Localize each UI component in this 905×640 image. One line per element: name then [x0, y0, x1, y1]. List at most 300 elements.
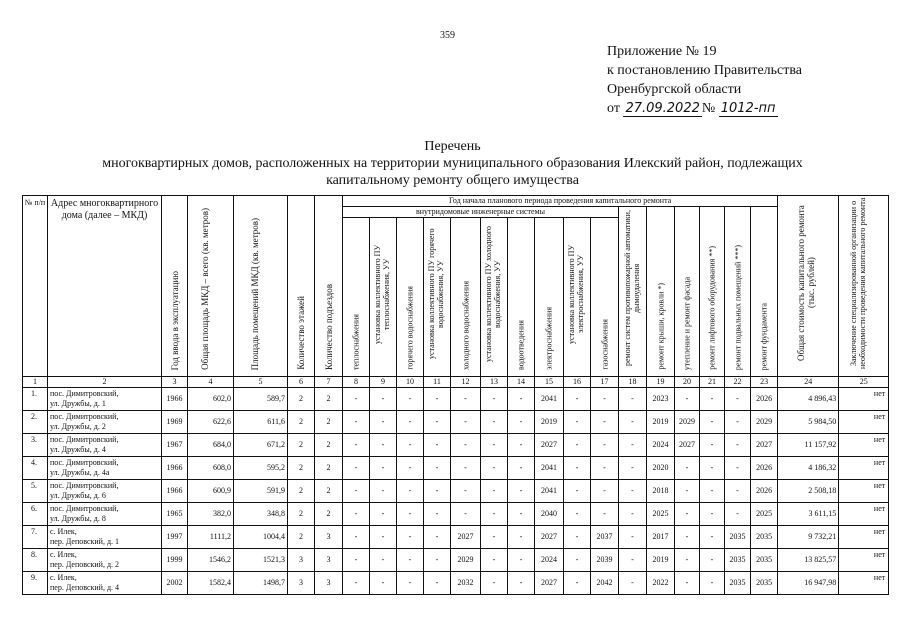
cell-col-16: -: [564, 388, 591, 411]
address-line-2: пер. Деповский, д. 1: [50, 537, 120, 546]
column-number: 12: [451, 377, 481, 388]
cell-col-14: -: [508, 388, 535, 411]
cell-col-9: -: [370, 526, 397, 549]
cell-col-20: -: [675, 572, 700, 595]
cell-col-20: -: [675, 388, 700, 411]
appendix-date: 27.09.2022: [625, 101, 700, 116]
cell-col-3: 1966: [162, 388, 188, 411]
cell-col-22: -: [725, 457, 751, 480]
cell-col-4: 602,0: [188, 388, 234, 411]
cell-col-17: -: [591, 457, 619, 480]
cell-col-16: -: [564, 434, 591, 457]
cell-col-8: -: [343, 549, 370, 572]
cell-col-8: -: [343, 457, 370, 480]
column-number: 2: [48, 377, 162, 388]
cell-col-24: 3 611,15: [778, 503, 839, 526]
cell-col-20: -: [675, 503, 700, 526]
cell-col-25: нет: [839, 457, 889, 480]
header-system-0: теплоснабжения: [343, 218, 370, 377]
cell-col-23: 2035: [751, 572, 778, 595]
column-number: 20: [675, 377, 700, 388]
cell-col-15: 2040: [535, 503, 564, 526]
cell-col-6: 2: [288, 411, 315, 434]
row-address: [48, 434, 162, 457]
cell-col-14: -: [508, 457, 535, 480]
cell-col-17: -: [591, 411, 619, 434]
cell-col-4: 684,0: [188, 434, 234, 457]
cell-col-19: 2019: [647, 411, 675, 434]
cell-col-3: 1967: [162, 434, 188, 457]
cell-col-14: -: [508, 411, 535, 434]
cell-col-18: -: [619, 526, 647, 549]
cell-col-22: -: [725, 434, 751, 457]
cell-col-3: 1997: [162, 526, 188, 549]
cell-col-24: 4 186,32: [778, 457, 839, 480]
row-address: [48, 549, 162, 572]
column-number: 23: [751, 377, 778, 388]
cell-col-14: -: [508, 480, 535, 503]
cell-col-19: 2025: [647, 503, 675, 526]
address-line-1: пос. Димитровский,: [50, 504, 119, 513]
cell-col-5: 348,8: [234, 503, 288, 526]
buildings-table: [22, 195, 889, 595]
header-fire-systems: ремонт систем противопожарной автоматики, дымоудаления: [619, 207, 647, 377]
appendix-prefix: от: [607, 101, 620, 116]
cell-col-19: 2024: [647, 434, 675, 457]
cell-col-5: 611,6: [234, 411, 288, 434]
cell-col-19: 2023: [647, 388, 675, 411]
cell-col-3: 1999: [162, 549, 188, 572]
address-line-2: ул. Дружбы, д. 6: [50, 491, 106, 500]
table-row: [23, 411, 889, 434]
cell-col-18: -: [619, 411, 647, 434]
header-year-built: Год ввода в эксплуатацию: [162, 196, 188, 377]
cell-col-24: 2 508,18: [778, 480, 839, 503]
address-line-1: пос. Димитровский,: [50, 435, 119, 444]
row-number: 8.: [23, 549, 48, 572]
cell-col-13: -: [481, 572, 508, 595]
cell-col-4: 382,0: [188, 503, 234, 526]
row-address: [48, 526, 162, 549]
cell-col-7: 3: [315, 572, 343, 595]
row-number: 9.: [23, 572, 48, 595]
cell-col-20: 2029: [675, 411, 700, 434]
address-line-1: пос. Димитровский,: [50, 412, 119, 421]
cell-col-25: нет: [839, 411, 889, 434]
cell-col-10: -: [397, 503, 424, 526]
cell-col-7: 2: [315, 388, 343, 411]
cell-col-5: 589,7: [234, 388, 288, 411]
row-address: [48, 411, 162, 434]
column-number: 3: [162, 377, 188, 388]
cell-col-9: -: [370, 434, 397, 457]
address-line-2: ул. Дружбы, д. 2: [50, 422, 106, 431]
address-line-1: с. Илек,: [50, 550, 77, 559]
cell-col-10: -: [397, 572, 424, 595]
address-line-2: ул. Дружбы, д. 8: [50, 514, 106, 523]
cell-col-15: 2027: [535, 572, 564, 595]
cell-col-12: -: [451, 388, 481, 411]
cell-col-22: 2035: [725, 549, 751, 572]
cell-col-23: 2026: [751, 457, 778, 480]
cell-col-18: -: [619, 388, 647, 411]
header-total-area: Общая площадь МКД – всего (кв. метров): [188, 196, 234, 377]
header-system-9: газоснабжения: [591, 218, 619, 377]
cell-col-21: -: [700, 526, 725, 549]
cell-col-24: 13 825,57: [778, 549, 839, 572]
header-system-5: установка коллективного ПУ холодного водоснабжения, УУ: [481, 218, 508, 377]
cell-col-6: 2: [288, 480, 315, 503]
cell-col-20: 2027: [675, 434, 700, 457]
cell-col-8: -: [343, 480, 370, 503]
cell-col-11: -: [424, 503, 451, 526]
header-system-6: водоотведения: [508, 218, 535, 377]
header-facade: утепление и ремонт фасада: [675, 207, 700, 377]
header-conclusion: Заключение специализированной организации о необходимости проведения капитального ремонта: [839, 196, 889, 377]
cell-col-17: -: [591, 480, 619, 503]
cell-col-12: 2029: [451, 549, 481, 572]
cell-col-8: -: [343, 434, 370, 457]
cell-col-16: -: [564, 572, 591, 595]
address-line-2: пер. Деповский, д. 4: [50, 583, 120, 592]
cell-col-17: -: [591, 388, 619, 411]
row-number: 5.: [23, 480, 48, 503]
cell-col-16: -: [564, 503, 591, 526]
cell-col-20: -: [675, 526, 700, 549]
cell-col-13: -: [481, 457, 508, 480]
cell-col-23: 2025: [751, 503, 778, 526]
cell-col-8: -: [343, 526, 370, 549]
cell-col-11: -: [424, 411, 451, 434]
header-basement: ремонт подвальных помещений ***): [725, 207, 751, 377]
cell-col-15: 2041: [535, 388, 564, 411]
cell-col-6: 3: [288, 549, 315, 572]
cell-col-23: 2035: [751, 549, 778, 572]
appendix-line-2: к постановлению Правительства: [607, 63, 803, 78]
cell-col-10: -: [397, 457, 424, 480]
cell-col-7: 2: [315, 457, 343, 480]
header-address: Адрес многоквартирного дома (далее – МКД): [48, 196, 162, 377]
cell-col-9: -: [370, 388, 397, 411]
row-address: [48, 572, 162, 595]
cell-col-24: 9 732,21: [778, 526, 839, 549]
header-system-1: установка коллективного ПУ теплоснабжения, УУ: [370, 218, 397, 377]
cell-col-6: 2: [288, 388, 315, 411]
cell-col-6: 2: [288, 434, 315, 457]
cell-col-23: 2029: [751, 411, 778, 434]
cell-col-16: -: [564, 411, 591, 434]
cell-col-4: 608,0: [188, 457, 234, 480]
cell-col-14: -: [508, 572, 535, 595]
appendix-number-sign: №: [701, 101, 716, 116]
header-floors: Количество этажей: [288, 196, 315, 377]
cell-col-5: 1004,4: [234, 526, 288, 549]
cell-col-19: 2018: [647, 480, 675, 503]
cell-col-16: -: [564, 526, 591, 549]
cell-col-23: 2026: [751, 480, 778, 503]
cell-col-7: 3: [315, 549, 343, 572]
column-number: 10: [397, 377, 424, 388]
title-line-2: многоквартирных домов, расположенных на территории муниципального образования Илекский район, подлежащих: [102, 156, 803, 171]
address-line-2: ул. Дружбы, д. 4а: [50, 468, 110, 477]
cell-col-17: 2037: [591, 526, 619, 549]
cell-col-8: -: [343, 572, 370, 595]
cell-col-22: 2035: [725, 526, 751, 549]
column-numbers-row: [23, 377, 889, 388]
cell-col-7: 2: [315, 480, 343, 503]
header-systems-group: внутридомовые инженерные системы: [343, 207, 619, 218]
cell-col-15: 2027: [535, 526, 564, 549]
cell-col-25: нет: [839, 526, 889, 549]
cell-col-6: 3: [288, 572, 315, 595]
cell-col-21: -: [700, 411, 725, 434]
cell-col-21: -: [700, 503, 725, 526]
cell-col-24: 16 947,98: [778, 572, 839, 595]
cell-col-12: -: [451, 503, 481, 526]
cell-col-9: -: [370, 457, 397, 480]
header-system-8: установка коллективного ПУ электроснабжения, УУ: [564, 218, 591, 377]
cell-col-4: 1546,2: [188, 549, 234, 572]
cell-col-11: -: [424, 480, 451, 503]
column-number: 4: [188, 377, 234, 388]
cell-col-6: 2: [288, 503, 315, 526]
cell-col-16: -: [564, 457, 591, 480]
cell-col-19: 2017: [647, 526, 675, 549]
cell-col-25: нет: [839, 503, 889, 526]
cell-col-21: -: [700, 457, 725, 480]
column-number: 13: [481, 377, 508, 388]
header-cost: Общая стоимость капитального ремонта (тыс. рублей): [778, 196, 839, 377]
header-no: № п/п: [23, 196, 48, 377]
cell-col-23: 2027: [751, 434, 778, 457]
cell-col-22: 2035: [725, 572, 751, 595]
row-address: [48, 503, 162, 526]
cell-col-14: -: [508, 526, 535, 549]
cell-col-8: -: [343, 411, 370, 434]
row-address: [48, 457, 162, 480]
cell-col-19: 2022: [647, 572, 675, 595]
column-number: 8: [343, 377, 370, 388]
cell-col-7: 2: [315, 503, 343, 526]
cell-col-25: нет: [839, 572, 889, 595]
page-number: 359: [440, 30, 455, 41]
cell-col-20: -: [675, 480, 700, 503]
header-entrances: Количество подъездов: [315, 196, 343, 377]
document-title: [0, 138, 905, 189]
cell-col-22: -: [725, 388, 751, 411]
cell-col-24: 11 157,92: [778, 434, 839, 457]
cell-col-4: 1111,2: [188, 526, 234, 549]
cell-col-11: -: [424, 526, 451, 549]
cell-col-11: -: [424, 549, 451, 572]
row-number: 6.: [23, 503, 48, 526]
cell-col-15: 2019: [535, 411, 564, 434]
cell-col-5: 591,9: [234, 480, 288, 503]
header-foundation: ремонт фундамента: [751, 207, 778, 377]
cell-col-10: -: [397, 549, 424, 572]
cell-col-9: -: [370, 572, 397, 595]
cell-col-10: -: [397, 388, 424, 411]
cell-col-14: -: [508, 503, 535, 526]
header-roof: ремонт крыши, кровли *): [647, 207, 675, 377]
cell-col-12: -: [451, 480, 481, 503]
table-row: [23, 388, 889, 411]
column-number: 16: [564, 377, 591, 388]
cell-col-5: 1521,3: [234, 549, 288, 572]
cell-col-15: 2027: [535, 434, 564, 457]
column-number: 19: [647, 377, 675, 388]
cell-col-17: 2042: [591, 572, 619, 595]
column-number: 15: [535, 377, 564, 388]
appendix-block: [607, 42, 802, 118]
row-number: 2.: [23, 411, 48, 434]
cell-col-15: 2041: [535, 457, 564, 480]
cell-col-18: -: [619, 503, 647, 526]
cell-col-21: -: [700, 434, 725, 457]
cell-col-18: -: [619, 549, 647, 572]
column-number: 24: [778, 377, 839, 388]
cell-col-22: -: [725, 503, 751, 526]
appendix-line-3: Оренбургской области: [607, 82, 742, 97]
cell-col-7: 2: [315, 434, 343, 457]
cell-col-13: -: [481, 480, 508, 503]
cell-col-11: -: [424, 572, 451, 595]
cell-col-24: 4 896,43: [778, 388, 839, 411]
table-row: [23, 572, 889, 595]
cell-col-3: 2002: [162, 572, 188, 595]
cell-col-9: -: [370, 411, 397, 434]
table-row: [23, 526, 889, 549]
table-row: [23, 549, 889, 572]
table-row: [23, 480, 889, 503]
cell-col-10: -: [397, 434, 424, 457]
cell-col-12: -: [451, 457, 481, 480]
address-line-2: ул. Дружбы, д. 4: [50, 445, 106, 454]
cell-col-18: -: [619, 434, 647, 457]
cell-col-4: 1582,4: [188, 572, 234, 595]
cell-col-12: 2032: [451, 572, 481, 595]
header-system-4: холодного водоснабжения: [451, 218, 481, 377]
cell-col-3: 1966: [162, 457, 188, 480]
header-period-group: Год начала планового периода проведения капитального ремонта: [343, 196, 778, 207]
cell-col-23: 2035: [751, 526, 778, 549]
cell-col-3: 1969: [162, 411, 188, 434]
cell-col-25: нет: [839, 434, 889, 457]
column-number: 7: [315, 377, 343, 388]
address-line-1: пос. Димитровский,: [50, 458, 119, 467]
cell-col-3: 1966: [162, 480, 188, 503]
column-number: 18: [619, 377, 647, 388]
cell-col-16: -: [564, 549, 591, 572]
header-system-7: электроснабжения: [535, 218, 564, 377]
cell-col-6: 2: [288, 526, 315, 549]
row-number: 3.: [23, 434, 48, 457]
cell-col-4: 622,6: [188, 411, 234, 434]
cell-col-20: -: [675, 549, 700, 572]
cell-col-9: -: [370, 549, 397, 572]
cell-col-13: -: [481, 388, 508, 411]
column-number: 14: [508, 377, 535, 388]
cell-col-25: нет: [839, 388, 889, 411]
table-row: [23, 457, 889, 480]
cell-col-15: 2024: [535, 549, 564, 572]
cell-col-24: 5 984,50: [778, 411, 839, 434]
cell-col-13: -: [481, 503, 508, 526]
column-number: 6: [288, 377, 315, 388]
cell-col-9: -: [370, 503, 397, 526]
appendix-line-1: Приложение № 19: [607, 44, 717, 59]
cell-col-6: 2: [288, 457, 315, 480]
cell-col-10: -: [397, 411, 424, 434]
address-line-1: пос. Димитровский,: [50, 389, 119, 398]
cell-col-4: 600,9: [188, 480, 234, 503]
cell-col-21: -: [700, 480, 725, 503]
cell-col-18: -: [619, 457, 647, 480]
cell-col-9: -: [370, 480, 397, 503]
appendix-number: 1012-пп: [720, 101, 776, 116]
cell-col-13: -: [481, 434, 508, 457]
cell-col-5: 671,2: [234, 434, 288, 457]
table-row: [23, 503, 889, 526]
header-system-2: горячего водоснабжения: [397, 218, 424, 377]
title-line-3: капитальному ремонту общего имущества: [326, 173, 579, 188]
cell-col-10: -: [397, 480, 424, 503]
cell-col-25: нет: [839, 480, 889, 503]
cell-col-13: -: [481, 549, 508, 572]
row-number: 7.: [23, 526, 48, 549]
header-lift: ремонт лифтового оборудования **): [700, 207, 725, 377]
column-number: 25: [839, 377, 889, 388]
cell-col-15: 2041: [535, 480, 564, 503]
cell-col-12: 2027: [451, 526, 481, 549]
cell-col-21: -: [700, 549, 725, 572]
cell-col-17: -: [591, 503, 619, 526]
row-address: [48, 480, 162, 503]
cell-col-12: -: [451, 434, 481, 457]
cell-col-25: нет: [839, 549, 889, 572]
cell-col-11: -: [424, 388, 451, 411]
appendix-line-4: [607, 99, 802, 118]
address-line-1: пос. Димитровский,: [50, 481, 119, 490]
address-line-2: пер. Деповский, д. 2: [50, 560, 120, 569]
table-row: [23, 434, 889, 457]
cell-col-8: -: [343, 388, 370, 411]
header-system-3: установка коллективного ПУ горячего водоснабжения, УУ: [424, 218, 451, 377]
cell-col-17: 2039: [591, 549, 619, 572]
cell-col-5: 595,2: [234, 457, 288, 480]
column-number: 1: [23, 377, 48, 388]
cell-col-5: 1498,7: [234, 572, 288, 595]
column-number: 22: [725, 377, 751, 388]
cell-col-3: 1965: [162, 503, 188, 526]
cell-col-16: -: [564, 480, 591, 503]
cell-col-12: -: [451, 411, 481, 434]
cell-col-14: -: [508, 549, 535, 572]
cell-col-23: 2026: [751, 388, 778, 411]
cell-col-11: -: [424, 434, 451, 457]
cell-col-14: -: [508, 434, 535, 457]
column-number: 5: [234, 377, 288, 388]
row-number: 1.: [23, 388, 48, 411]
cell-col-10: -: [397, 526, 424, 549]
title-line-1: Перечень: [424, 139, 481, 154]
cell-col-22: -: [725, 480, 751, 503]
cell-col-13: -: [481, 411, 508, 434]
cell-col-11: -: [424, 457, 451, 480]
cell-col-7: 3: [315, 526, 343, 549]
row-address: [48, 388, 162, 411]
cell-col-18: -: [619, 480, 647, 503]
